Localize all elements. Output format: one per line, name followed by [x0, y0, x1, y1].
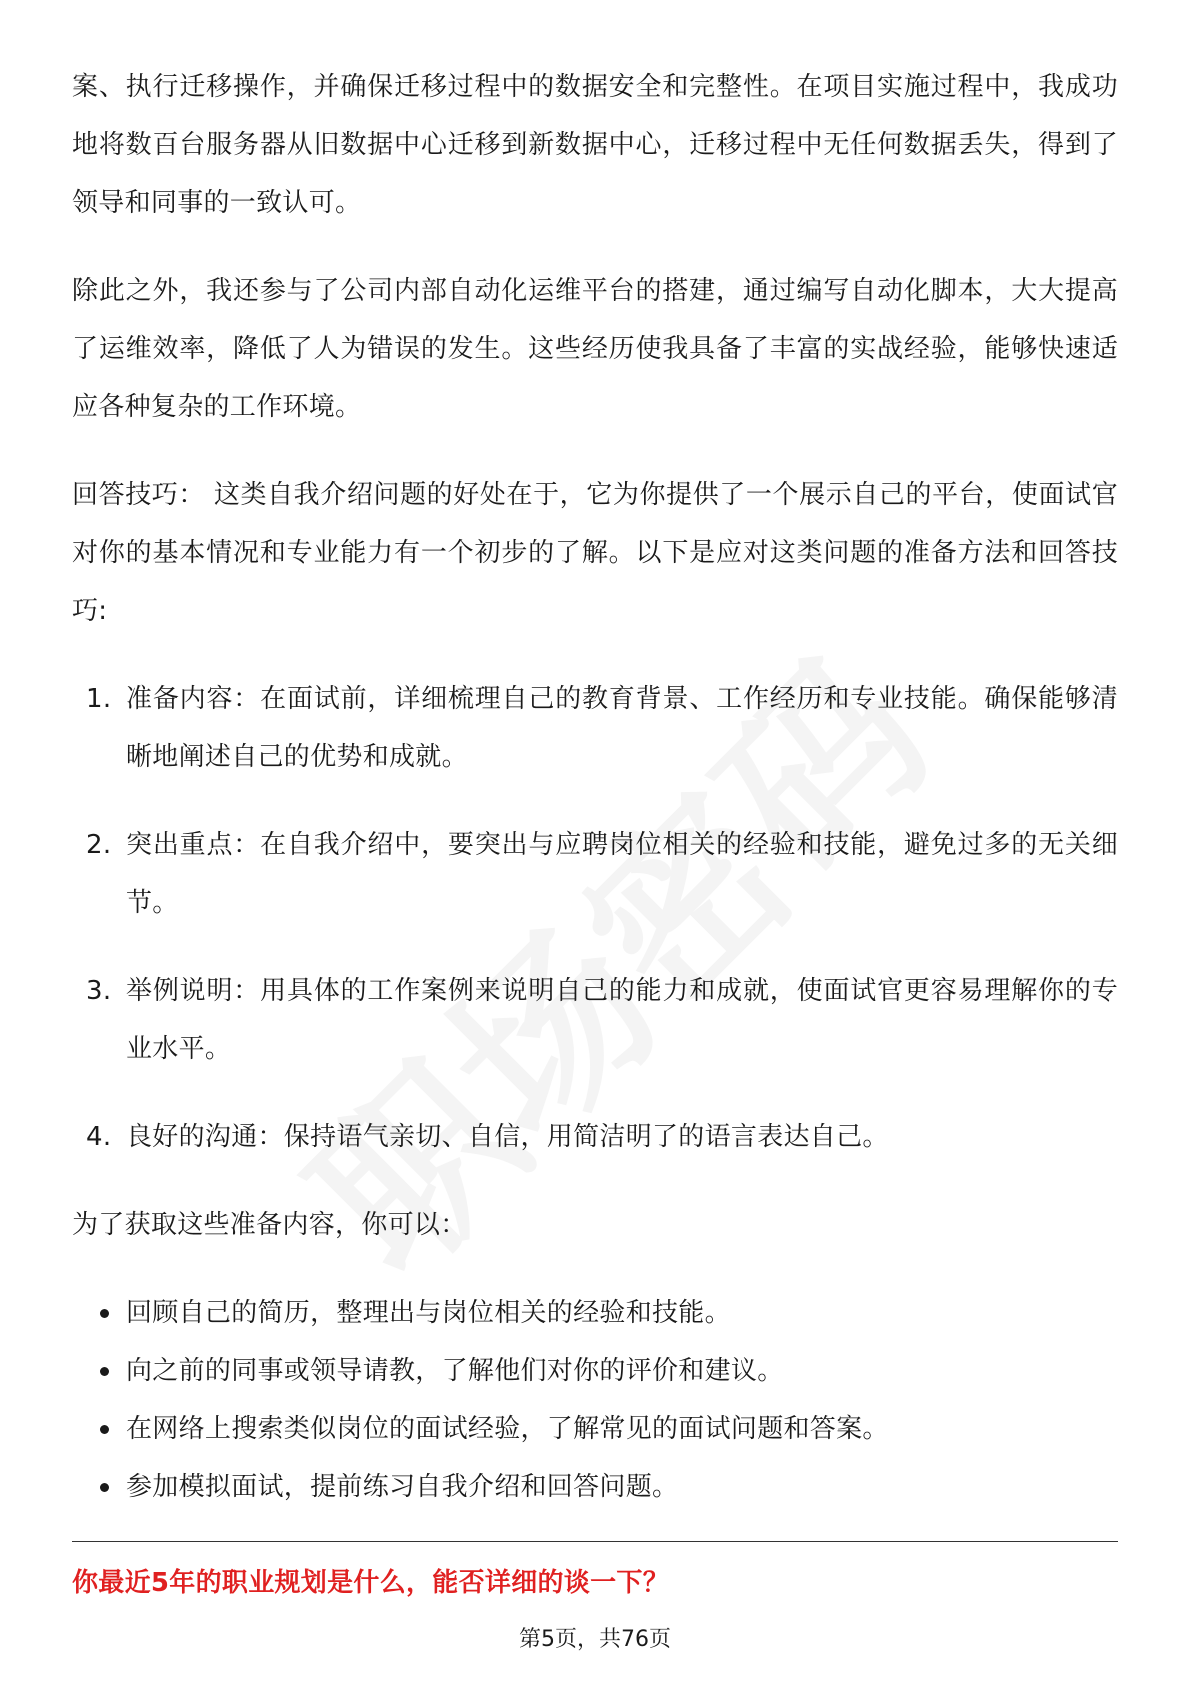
list-item-text: 准备内容：在面试前，详细梳理自己的教育背景、工作经历和专业技能。确保能够清晰地阐述自己的优势和成就。	[126, 684, 1118, 772]
section-divider	[72, 1541, 1118, 1542]
paragraph-migration: 案、执行迁移操作，并确保迁移过程中的数据安全和完整性。在项目实施过程中，我成功地将数百台服务器从旧数据中心迁移到新数据中心，迁移过程中无任何数据丢失，得到了领导和同事的一致认可。	[72, 72, 1118, 218]
list-number: 2.	[86, 830, 112, 860]
page-footer: 第5页，共76页	[519, 1627, 671, 1652]
bullet-icon	[100, 1483, 109, 1492]
list-item-text: 突出重点：在自我介绍中，要突出与应聘岗位相关的经验和技能，避免过多的无关细节。	[126, 830, 1118, 918]
list-item-text: 在网络上搜索类似岗位的面试经验，了解常见的面试问题和答案。	[126, 1414, 889, 1444]
list-number: 4.	[86, 1122, 112, 1152]
list-item-text: 回顾自己的简历，整理出与岗位相关的经验和技能。	[126, 1298, 731, 1328]
list-number: 3.	[86, 976, 112, 1006]
paragraph-automation: 除此之外，我还参与了公司内部自动化运维平台的搭建，通过编写自动化脚本，大大提高了运维效率，降低了人为错误的发生。这些经历使我具备了丰富的实战经验，能够快速适应各种复杂的工作环境。	[72, 276, 1118, 422]
list-item-text: 向之前的同事或领导请教，了解他们对你的评价和建议。	[126, 1356, 784, 1386]
list-item	[72, 1108, 1118, 1166]
list-item	[72, 962, 1118, 1078]
bullet-icon	[100, 1425, 109, 1434]
list-item-text: 良好的沟通：保持语气亲切、自信，用简洁明了的语言表达自己。	[126, 1122, 889, 1152]
numbered-tips-list	[72, 670, 1118, 1166]
list-item-text: 参加模拟面试，提前练习自我介绍和回答问题。	[126, 1472, 679, 1502]
list-number: 1.	[86, 684, 112, 714]
next-question-heading: 你最近5年的职业规划是什么，能否详细的谈一下？	[72, 1568, 669, 1598]
page-content	[72, 58, 1118, 1516]
prep-intro: 为了获取这些准备内容，你可以：	[72, 1210, 467, 1240]
list-item-text: 举例说明：用具体的工作案例来说明自己的能力和成就，使面试官更容易理解你的专业水平。	[126, 976, 1118, 1064]
list-item	[72, 1284, 1118, 1342]
list-item	[72, 1458, 1118, 1516]
paragraph-answer-tips: 回答技巧： 这类自我介绍问题的好处在于，它为你提供了一个展示自己的平台，使面试官对你的基本情况和专业能力有一个初步的了解。以下是应对这类问题的准备方法和回答技巧:	[72, 480, 1118, 626]
bullet-icon	[100, 1309, 109, 1318]
list-item	[72, 816, 1118, 932]
list-item	[72, 670, 1118, 786]
bullet-icon	[100, 1367, 109, 1376]
list-item	[72, 1342, 1118, 1400]
prep-bullet-list	[72, 1284, 1118, 1516]
list-item	[72, 1400, 1118, 1458]
